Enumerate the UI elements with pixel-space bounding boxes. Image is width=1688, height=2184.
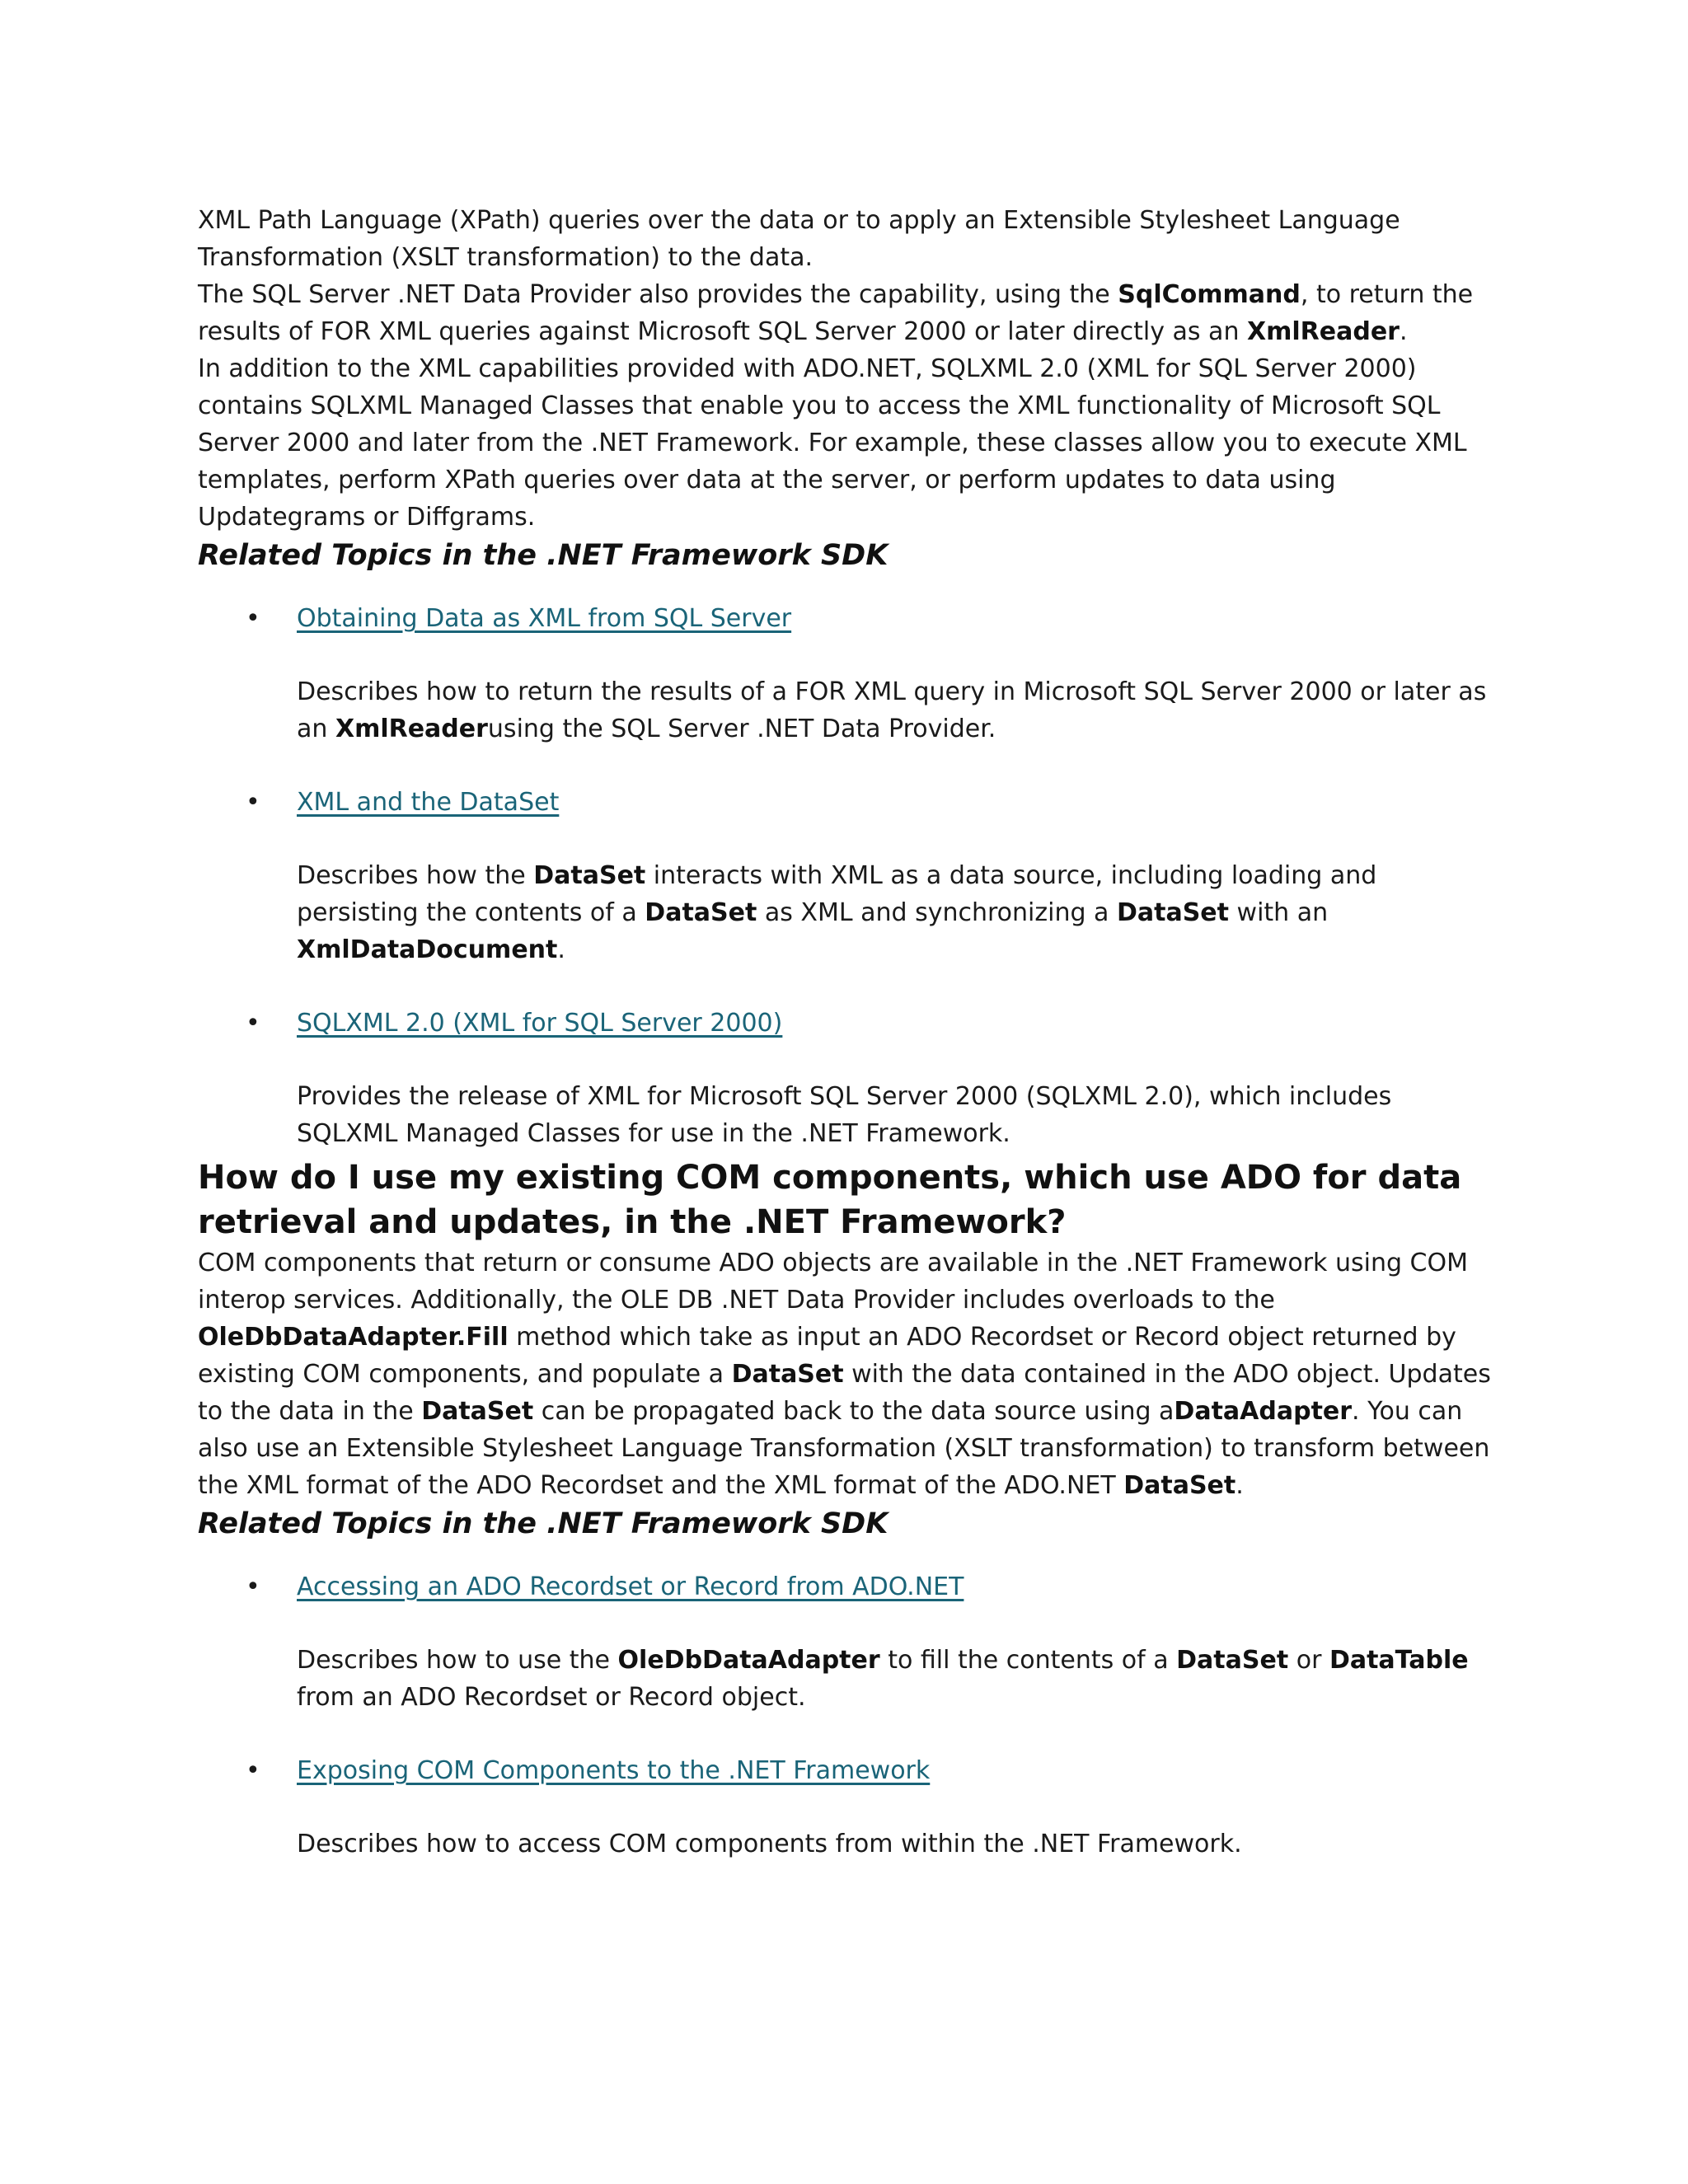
- list-item: [198, 784, 1500, 968]
- term-dataset: DataSet: [1176, 1646, 1289, 1675]
- list-item: [198, 1005, 1500, 1152]
- term-dataset: DataSet: [1123, 1471, 1236, 1500]
- text-run: with the data contained in the ADO object. Updates to the data in the: [198, 1360, 1491, 1426]
- list-item: [198, 600, 1500, 748]
- bullet-icon: •: [246, 1756, 260, 1785]
- term-sqlcommand: SqlCommand: [1118, 280, 1301, 309]
- related-topics-heading-1: Related Topics in the .NET Framework SDK: [198, 539, 889, 572]
- text-run: as XML and synchronizing a: [757, 898, 1117, 927]
- list-item: [198, 1568, 1500, 1716]
- intro-paragraph-sqlxml: In addition to the XML capabilities provided with ADO.NET, SQLXML 2.0 (XML for SQL Server 2000) contains SQLXML Managed Classes that enable you to access the XML functionality of Microsoft SQL Server 2000 and later from the .NET Framework. For example, these classes allow you to execute XML templates, perform XPath queries over data at the server, or perform updates to data using Updategrams or Diffgrams.: [198, 354, 1467, 532]
- term-dataset: DataSet: [533, 861, 646, 890]
- list-item: [198, 1752, 1500, 1863]
- term-oledbdataadapter: OleDbDataAdapter: [617, 1646, 880, 1675]
- term-datatable: DataTable: [1329, 1646, 1469, 1675]
- text-run: using the SQL Server .NET Data Provider.: [487, 715, 996, 743]
- term-dataset: DataSet: [1116, 898, 1229, 927]
- term-dataset: DataSet: [731, 1360, 844, 1389]
- text-run: Describes how to return the results of a FOR XML query in Microsoft SQL Server 2000 or later as an: [297, 677, 1487, 743]
- text-run: can be propagated back to the data source using a: [533, 1397, 1175, 1426]
- text-run: .: [557, 935, 565, 964]
- text-run: or: [1288, 1646, 1329, 1675]
- text-run: with an: [1229, 898, 1329, 927]
- topic-description: Describes how to access COM components from within the .NET Framework.: [297, 1830, 1242, 1858]
- text-run: , to return the results of FOR XML queries against Microsoft SQL Server 2000 or later directly as an: [198, 280, 1474, 346]
- text-run: The SQL Server .NET Data Provider also provides the capability, using the: [198, 280, 1118, 309]
- term-xmlreader: XmlReader: [335, 715, 488, 743]
- term-dataadapter: DataAdapter: [1174, 1397, 1353, 1426]
- related-topics-list-1: [198, 600, 1500, 1152]
- bullet-icon: •: [246, 604, 260, 633]
- term-xmlreader: XmlReader: [1247, 317, 1400, 346]
- link-sqlxml-2-0[interactable]: SQLXML 2.0 (XML for SQL Server 2000): [297, 1009, 783, 1038]
- text-run: Describes how to use the: [297, 1646, 618, 1675]
- topic-description: [297, 1642, 1500, 1716]
- link-obtaining-data-as-xml[interactable]: Obtaining Data as XML from SQL Server: [297, 604, 792, 633]
- related-topics-heading-2: Related Topics in the .NET Framework SDK: [198, 1507, 889, 1540]
- term-oledbdataadapter-fill: OleDbDataAdapter.Fill: [198, 1323, 509, 1352]
- section-heading-com-components: How do I use my existing COM components, which use ADO for data retrieval and updates, in the .NET Framework?: [198, 1159, 1462, 1241]
- document-page: [198, 202, 1500, 1863]
- intro-paragraph-xpath: XML Path Language (XPath) queries over the data or to apply an Extensible Stylesheet Language Transformation (XSLT transformation) to the data.: [198, 206, 1400, 272]
- term-dataset: DataSet: [421, 1397, 534, 1426]
- topic-description: Provides the release of XML for Microsoft SQL Server 2000 (SQLXML 2.0), which includes SQLXML Managed Classes for use in the .NET Framework.: [297, 1082, 1392, 1148]
- bullet-icon: •: [246, 1572, 260, 1601]
- bullet-icon: •: [246, 788, 260, 817]
- link-exposing-com-components[interactable]: Exposing COM Components to the .NET Framework: [297, 1756, 931, 1785]
- topic-description: [297, 673, 1500, 748]
- text-run: .: [1399, 317, 1408, 346]
- intro-paragraph-sqlcommand: [198, 276, 1500, 350]
- term-xmldatadocument: XmlDataDocument: [297, 935, 558, 964]
- link-accessing-ado-recordset[interactable]: Accessing an ADO Recordset or Record from ADO.NET: [297, 1572, 964, 1601]
- text-run: .: [1236, 1471, 1244, 1500]
- bullet-icon: •: [246, 1009, 260, 1038]
- topic-description: [297, 857, 1500, 968]
- text-run: to fill the contents of a: [879, 1646, 1177, 1675]
- text-run: interacts with XML as a data source, including loading and persisting the contents of a: [297, 861, 1377, 927]
- text-run: COM components that return or consume ADO objects are available in the .NET Framework using COM interop services. Additionally, the OLE DB .NET Data Provider includes overloads to the: [198, 1249, 1468, 1315]
- text-run: . You can also use an Extensible Stylesheet Language Transformation (XSLT transformation) to transform between the XML format of the ADO Recordset and the XML format of the ADO.NET: [198, 1397, 1490, 1500]
- text-run: from an ADO Recordset or Record object.: [297, 1683, 806, 1712]
- section-paragraph-com-interop: [198, 1244, 1500, 1504]
- text-run: Describes how the: [297, 861, 534, 890]
- text-run: method which take as input an ADO Recordset or Record object returned by existing COM components, and populate a: [198, 1323, 1456, 1389]
- term-dataset: DataSet: [645, 898, 757, 927]
- related-topics-list-2: [198, 1568, 1500, 1863]
- link-xml-and-the-dataset[interactable]: XML and the DataSet: [297, 788, 560, 817]
